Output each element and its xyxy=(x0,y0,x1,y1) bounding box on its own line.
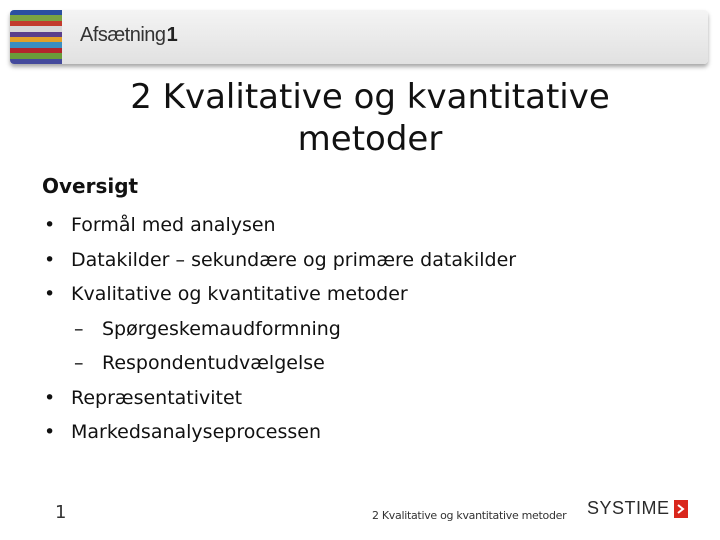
color-stripes-logo xyxy=(10,10,62,64)
bullet-text: Repræsentativitet xyxy=(71,386,243,409)
bullet-marker: • xyxy=(44,248,56,271)
bullet-text: Spørgeskemaudformning xyxy=(102,317,341,340)
section-heading: Oversigt xyxy=(42,174,139,198)
bullet-marker: • xyxy=(44,214,56,236)
color-stripe xyxy=(10,59,62,64)
bullet-item xyxy=(44,415,664,450)
bullet-item xyxy=(44,277,664,312)
bullet-text: Datakilder – sekundære og primære datakilder xyxy=(71,248,517,271)
slide-title: 2 Kvalitative og kvantitative metoder xyxy=(130,77,610,159)
bullet-text: Kvalitative og kvantitative metoder xyxy=(71,283,408,305)
page-number: 1 xyxy=(55,502,67,523)
header-title-text: Afsætning xyxy=(80,24,166,46)
bullet-item xyxy=(44,208,664,243)
dash-marker: – xyxy=(74,317,84,340)
bullet-item xyxy=(44,243,664,278)
play-arrow-icon xyxy=(674,500,688,518)
bullet-marker: • xyxy=(44,421,56,443)
bullet-item xyxy=(44,312,664,347)
bullet-list xyxy=(44,208,664,450)
bullet-item xyxy=(44,346,664,381)
bullet-marker: • xyxy=(44,283,56,305)
bullet-text: Formål med analysen xyxy=(71,214,276,236)
bullet-item xyxy=(44,381,664,416)
bullet-text: Respondentudvælgelse xyxy=(102,352,325,374)
header-title-number: 1 xyxy=(166,24,178,46)
brand-name: SYSTIME xyxy=(587,498,670,518)
bullet-text: Markedsanalyseprocessen xyxy=(71,421,322,443)
header-title xyxy=(80,24,177,47)
dash-marker: – xyxy=(74,352,84,374)
footer-text: 2 Kvalitative og kvantitative metoder xyxy=(372,509,567,522)
bullet-marker: • xyxy=(44,386,56,409)
brand-logo xyxy=(587,498,688,519)
header-bar xyxy=(10,10,708,64)
play-arrow-icon-shape xyxy=(677,504,685,514)
